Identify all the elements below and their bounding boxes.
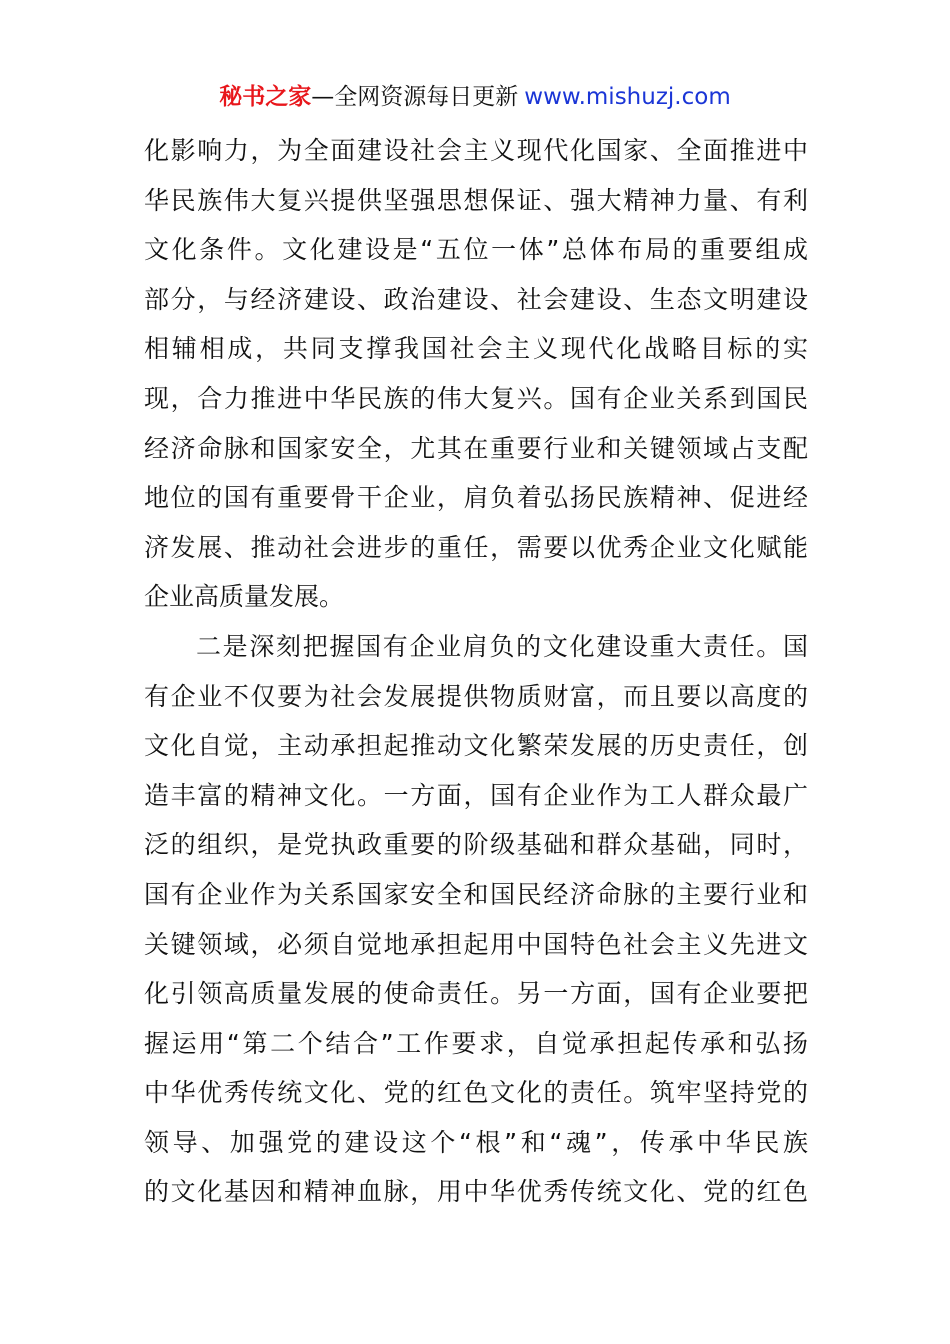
text-line: 相辅相成，共同支撑我国社会主义现代化战略目标的实	[144, 334, 808, 364]
text-line: 华民族伟大复兴提供坚强思想保证、强大精神力量、有利	[144, 185, 808, 215]
text-line: 二是深刻把握国有企业肩负的文化建设重大责任。国	[196, 631, 808, 661]
text-line: 关键领域，必须自觉地承担起用中国特色社会主义先进文	[144, 929, 808, 959]
text-line: 造丰富的精神文化。一方面，国有企业作为工人群众最广	[144, 780, 808, 810]
header-brand: 秘书之家	[219, 84, 312, 110]
body-text	[144, 126, 808, 1217]
text-line: 有企业不仅要为社会发展提供物质财富，而且要以高度的	[144, 681, 808, 711]
text-line: 文化自觉，主动承担起推动文化繁荣发展的历史责任，创	[144, 731, 808, 761]
text-line: 化影响力，为全面建设社会主义现代化国家、全面推进中	[144, 136, 808, 165]
text-line: 文化条件。文化建设是“五位一体”总体布局的重要组成	[144, 235, 808, 265]
header-tagline: —全网资源每日更新	[311, 84, 519, 110]
text-line: 现，合力推进中华民族的伟大复兴。国有企业关系到国民	[144, 383, 808, 413]
text-line: 部分，与经济建设、政治建设、社会建设、生态文明建设	[144, 284, 808, 314]
text-line: 地位的国有重要骨干企业，肩负着弘扬民族精神、促进经	[144, 483, 808, 513]
text-line: 经济命脉和国家安全，尤其在重要行业和关键领域占支配	[144, 433, 808, 463]
header-url-link[interactable]: www.mishuzj.com	[524, 84, 731, 110]
text-line: 泛的组织，是党执政重要的阶级基础和群众基础，同时，	[144, 830, 808, 860]
page-header	[0, 82, 950, 112]
text-line: 国有企业作为关系国家安全和国民经济命脉的主要行业和	[144, 879, 808, 909]
text-line: 中华优秀传统文化、党的红色文化的责任。筑牢坚持党的	[144, 1078, 808, 1108]
text-line: 的文化基因和精神血脉，用中华优秀传统文化、党的红色	[144, 1177, 808, 1207]
text-line: 领导、加强党的建设这个“根”和“魂”，传承中华民族	[144, 1127, 808, 1157]
text-line: 企业高质量发展。	[144, 582, 345, 612]
text-line: 握运用“第二个结合”工作要求，自觉承担起传承和弘扬	[144, 1028, 808, 1058]
text-line: 化引领高质量发展的使命责任。另一方面，国有企业要把	[144, 979, 808, 1009]
text-line: 济发展、推动社会进步的重任，需要以优秀企业文化赋能	[144, 532, 808, 562]
